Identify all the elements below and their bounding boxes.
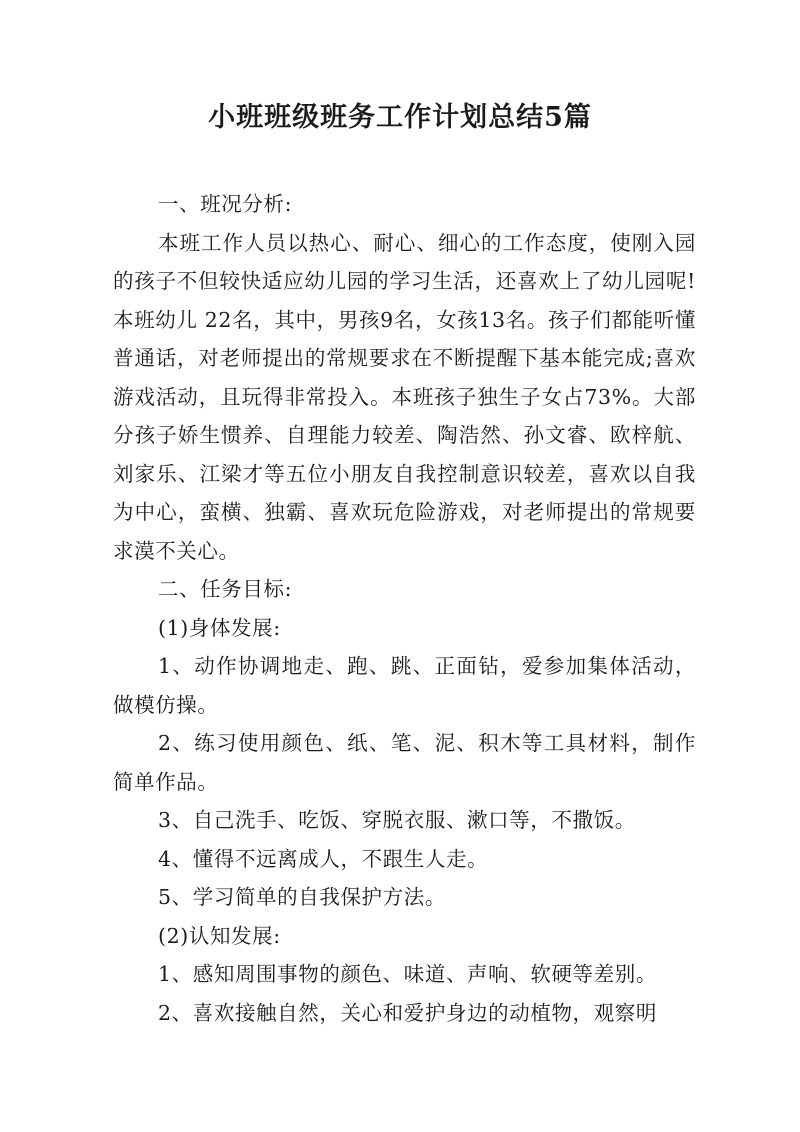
list-item-physical-5: 5、学习简单的自我保护方法。: [158, 885, 446, 909]
subheading-physical-development: (1)身体发展:: [158, 615, 281, 640]
section-heading-class-analysis: 一、班况分析:: [158, 192, 293, 216]
list-item-physical-2: 2、练习使用颜色、纸、笔、泥、积木等工具材料，制作简单作品。: [113, 731, 696, 794]
document-title: 小班班级班务工作计划总结5篇: [208, 102, 592, 133]
list-item-cognitive-2: 2、喜欢接触自然，关心和爱护身边的动植物，观察明: [158, 1000, 657, 1025]
list-item-physical-4: 4、懂得不远离成人，不跟生人走。: [158, 846, 489, 871]
list-item-cognitive-1: 1、感知周围事物的颜色、味道、声响、软硬等差别。: [158, 962, 657, 986]
section-heading-task-goals: 二、任务目标:: [158, 577, 293, 601]
list-item-physical-3: 3、自己洗手、吃饭、穿脱衣服、漱口等，不撒饭。: [158, 808, 636, 832]
list-item-physical-1: 1、动作协调地走、跑、跳、正面钻，爱参加集体活动，做模仿操。: [113, 654, 696, 717]
subheading-cognitive-development: (2)认知发展:: [158, 923, 281, 948]
paragraph-class-analysis: 本班工作人员以热心、耐心、细心的工作态度，使刚入园的孩子不但较快适应幼儿园的学习生活，还喜欢上了幼儿园呢!本班幼儿 22名，其中，男孩9名，女孩13名。孩子们都能听懂普通话，对老师提出的常规要求在不断提醒下基本能完成;喜欢游戏活动，且玩得非常投入。本班孩子独生子女占73%。大部分孩子娇生惯养、自理能力较差、陶浩然、孙文睿、欧梓航、刘家乐、江梁才等五位小朋友自我控制意识较差，喜欢以自我为中心，蛮横、独霸、喜欢玩危险游戏，对老师提出的常规要求漠不关心。: [113, 230, 696, 563]
document-body: [113, 185, 696, 1032]
